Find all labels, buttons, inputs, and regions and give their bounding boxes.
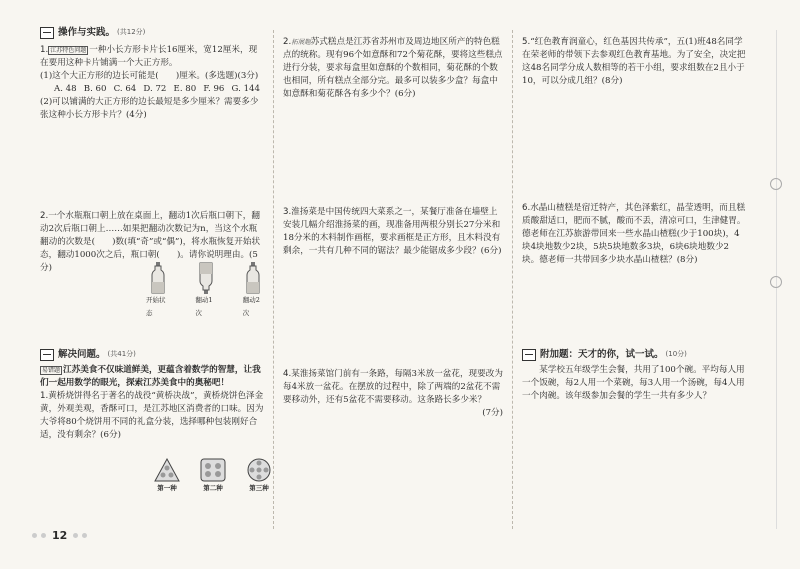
column-left (40, 26, 269, 529)
section-icon (40, 27, 54, 39)
decor-dot (32, 533, 37, 538)
question-6-hawthorn: 6.水晶山楂糕是宿迁特产，其色泽紫红，晶莹透明，而且糕质酸甜适口，肥而不腻，酸而不丢，清凉可口，生津健胃。德老师在江苏旅游带回来一些水晶山楂糕(少于100块)，4块4块地数少2块，5块5块地数多3块，6块6块地数少2块。德老师一共带回多少块水晶山楂糕？(8分) (522, 203, 746, 265)
option-list (40, 83, 264, 96)
question-3-frame: 3.淮扬菜是中国传统四大菜系之一，某餐厅准备在墙壁上安装几幅介绍淮扬菜的画，现准备用两根分别长27分米和18分米的木料制作画框，要求画框是正方形，且木料没有剩余，一共有几种不同的锯法？最少能锯成多少段？(6分) (283, 207, 502, 256)
question-2: 2.一个水瓶瓶口朝上放在桌面上，翻动1次后瓶口朝下，翻动2次后瓶口朝上……如果把翻动次数记为n，当这个水瓶翻动的次数是( )数(填“奇”或“偶”)，将水瓶恢复开始状态，翻动1000次之后，瓶口朝( )。请你说明理由。(5分) (40, 211, 261, 273)
binding-hole-mark (770, 178, 782, 190)
page-number: 12 (30, 529, 89, 542)
gift-box-diagram (154, 458, 272, 495)
decor-dot (73, 533, 78, 538)
column-right (522, 26, 746, 529)
box-type-1: 第一种 (154, 458, 180, 495)
decor-dot (82, 533, 87, 538)
column-divider (273, 30, 274, 529)
bonus-question: 附加题：天才的你，试一试。 (10分) 某学校五年级学生会餐，共用了100个碗。平均每人用一个饭碗，每2人用一个菜碗，每3人用一个汤碗，每4人用一个肉碗。该年级参加会餐的学生一共有多少人？ (522, 349, 745, 401)
question-5-groups: 5.“红色教育润童心，红色基因共传承”，五(1)班48名同学在荣老师的带领下去参观红色教育基地。为了安全，决定把这48名同学分成人数相等的若干小组，要求组数在2且小于10，可以分成几组？(8分) (522, 37, 746, 86)
box-type-2: 第二种 (200, 458, 226, 495)
bottle-upright: 开始状态 (146, 262, 169, 320)
bottle-diagram (146, 262, 264, 320)
section-header-bonus: 附加题：天才的你，试一试。 (10分) (522, 348, 746, 361)
column-divider (512, 30, 513, 529)
question-2-pastry: 2.拓展题苏式糕点是江苏省苏州市及周边地区所产的特色糕点的统称。现有96个如意酥和72个菊花酥，要将这些糕点进行分装，要求每盒里如意酥的个数相同，菊花酥的个数也相同，所有糕点全部分完。最多可以装多少盒？每盒中如意酥和菊花酥各有多少个？(6分) (283, 37, 503, 99)
section-icon (40, 349, 54, 361)
option-d[interactable]: D. 72 (143, 84, 167, 94)
question-tag: 易错题 (42, 367, 61, 374)
section-header-practice: 操作与实践。 (共12分) (40, 26, 264, 39)
decor-dot (41, 533, 46, 538)
question-4-flowers: 4.某淮扬菜馆门前有一条路，每隔3米放一盆花，现要改为每4米放一盆花。在摆放的过程中，除了两端的2盆花不需要移动外，还有5盆花不需要移动。这条路长多少米？ (7分) (283, 369, 503, 418)
binding-hole-mark (770, 276, 782, 288)
bottle-flipped-once: 翻动1次 (195, 262, 216, 320)
question-tag: 江苏特色问题 (50, 47, 87, 54)
section-header-problems: 解决问题。 (共41分) (40, 348, 264, 361)
option-a[interactable]: A. 48 (54, 84, 77, 94)
option-f[interactable]: F. 96 (203, 84, 225, 94)
box-type-3: 第三种 (246, 458, 272, 495)
option-c[interactable]: C. 64 (113, 84, 137, 94)
column-middle (283, 26, 503, 529)
section-icon (522, 349, 536, 361)
option-g[interactable]: G. 144 (231, 84, 260, 94)
bottle-flipped-twice: 翻动2次 (243, 262, 264, 320)
sub-question-1: (1)这个大正方形的边长可能是( )厘米。(多选题)(3分) (40, 71, 259, 81)
sub-question-2: (2)可以铺满的大正方形的边长最短是多少厘米？需要多少张这种小长方形卡片？(4分) (40, 97, 259, 120)
option-b[interactable]: B. 60 (83, 84, 107, 94)
question-1: 1. 江苏特色问题 一种小长方形卡片长16厘米，宽12厘米，现在要用这种卡片铺满一个大正方形。 (1)这个大正方形的边长可能是( )厘米。(多选题)(3分) A. 48 B. 60 C. 64 D. 72 E. 80 F. 96 G. 144 (2)可以铺满的大正方形的边长最短是多少厘米？需要多少张这种小长方形卡片？(4分) (40, 44, 264, 122)
question-tag: 拓展题 (291, 38, 311, 46)
section-problems: 解决问题。 (共41分) 易错题 江苏美食不仅味道鲜美，更蕴含着数学的智慧，让我们一起用数学的眼光，探索江苏美食中的奥秘吧！ 1.黄桥烧饼得名于著名的战役“黄桥决战”，黄桥烧饼色泽金黄，外观美观，香酥可口，是江苏地区消费者的口味。因为大爷将80个烧饼用不同的礼盒分装，选择哪种包装刚好合适，没有剩余？(6分) (40, 349, 264, 440)
option-e[interactable]: E. 80 (173, 84, 197, 94)
